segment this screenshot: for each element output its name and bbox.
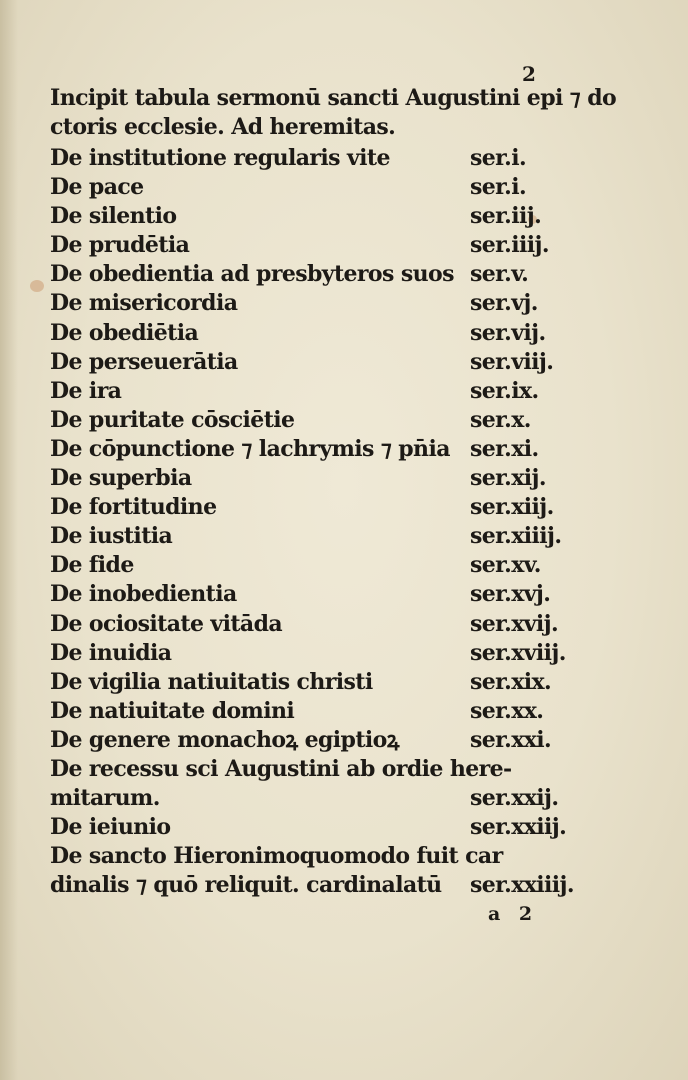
sermon-number: ser.xvj. <box>470 581 551 608</box>
list-item <box>50 464 570 493</box>
sermon-title: De sancto Hieronimoquomodo fuit car <box>50 843 503 870</box>
sermon-title: De recessu sci Augustini ab ordie here- <box>50 755 512 782</box>
list-item <box>50 842 570 871</box>
list-item <box>50 755 570 784</box>
list-item <box>50 377 570 406</box>
list-item <box>50 551 570 580</box>
list-item <box>50 406 570 435</box>
sermon-title: De silentio <box>50 203 177 230</box>
sermon-title: De superbia <box>50 465 192 492</box>
sermon-title: mitarum. <box>50 785 160 812</box>
sermon-number: ser.xi. <box>470 435 539 462</box>
sermon-number: ser.xv. <box>470 552 541 579</box>
sermon-title: De fortitudine <box>50 494 217 521</box>
sermon-title: De inuidia <box>50 639 172 666</box>
sermon-title: De iustitia <box>50 523 173 550</box>
list-item <box>50 639 570 668</box>
list-item <box>50 289 570 318</box>
list-item <box>50 435 570 464</box>
signature-mark: a 2 <box>488 903 539 925</box>
sermon-number: ser.xxi. <box>470 726 552 753</box>
sermon-title: De puritate cōsciētie <box>50 406 295 433</box>
sermon-number: ser.vj. <box>470 290 538 317</box>
sermon-number: ser.i. <box>470 174 527 201</box>
list-item <box>50 231 570 260</box>
list-item <box>50 348 570 377</box>
list-item <box>50 319 570 348</box>
sermon-number: ser.xxiij. <box>470 814 567 841</box>
sermon-title: De prudētia <box>50 232 190 259</box>
list-item <box>50 668 570 697</box>
list-item <box>50 784 570 813</box>
sermon-title: De cōpunctione ⁊ lachrymis ⁊ pn̄ia <box>50 435 450 462</box>
sermon-number: ser.i. <box>470 145 527 171</box>
ink-stain <box>30 280 44 292</box>
sermon-number: ser.xix. <box>470 668 552 695</box>
list-item <box>50 580 570 609</box>
sermon-title: De obedientia ad presbyteros suos <box>50 261 454 288</box>
sermon-number: ser.xiij. <box>470 494 554 521</box>
page-edge-shadow <box>0 0 18 1080</box>
list-item <box>50 726 570 755</box>
sermon-number: ser.xvij. <box>470 610 559 637</box>
sermon-number: ser.vij. <box>470 319 546 346</box>
sermon-title: De pace <box>50 174 144 201</box>
heading-line-2: ctoris ecclesie. Ad heremitas. <box>50 114 396 140</box>
sermon-number: ser.iij. <box>470 203 542 230</box>
sermon-number: ser.xxij. <box>470 785 559 812</box>
sermon-title: De vigilia natiuitatis christi <box>50 668 373 695</box>
list-item <box>50 493 570 522</box>
sermon-list <box>50 144 574 900</box>
folio-number: 2 <box>522 62 536 86</box>
sermon-number: ser.ix. <box>470 377 539 404</box>
sermon-number: ser.x. <box>470 406 531 433</box>
list-item <box>50 202 570 231</box>
list-item <box>50 697 570 726</box>
sermon-number: ser.xxiiij. <box>470 872 574 899</box>
sermon-title: De ira <box>50 377 122 404</box>
table-of-sermons <box>50 84 617 900</box>
list-item <box>50 610 570 639</box>
list-item <box>50 260 570 289</box>
sermon-title: De genere monachoꝝ egiptioꝝ <box>50 726 399 753</box>
sermon-title: De ociositate vitāda <box>50 610 283 637</box>
sermon-number: ser.xiiij. <box>470 523 562 550</box>
sermon-title: dinalis ⁊ quō reliquit. cardinalatū <box>50 872 442 899</box>
sermon-number: ser.viij. <box>470 348 554 375</box>
sermon-number: ser.v. <box>470 261 529 288</box>
sermon-number: ser.iiij. <box>470 232 549 259</box>
sermon-title: De misericordia <box>50 290 238 317</box>
list-item <box>50 144 570 173</box>
sermon-title: De inobedientia <box>50 581 237 608</box>
sermon-number: ser.xx. <box>470 697 544 724</box>
sermon-number: ser.xviij. <box>470 639 566 666</box>
list-item <box>50 522 570 551</box>
sermon-title: De obediētia <box>50 319 199 346</box>
sermon-title: De perseuerātia <box>50 348 238 375</box>
list-item <box>50 173 570 202</box>
list-item <box>50 813 570 842</box>
sermon-title: De ieiunio <box>50 814 171 841</box>
sermon-title: De fide <box>50 552 134 579</box>
sermon-number: ser.xij. <box>470 465 546 492</box>
heading-line-1: Incipit tabula sermonū sancti Augustini epi ⁊ do <box>50 85 617 111</box>
list-item <box>50 871 574 900</box>
sermon-title: De natiuitate domini <box>50 697 295 724</box>
heading <box>50 84 617 142</box>
sermon-title: De institutione regularis vite <box>50 145 390 171</box>
